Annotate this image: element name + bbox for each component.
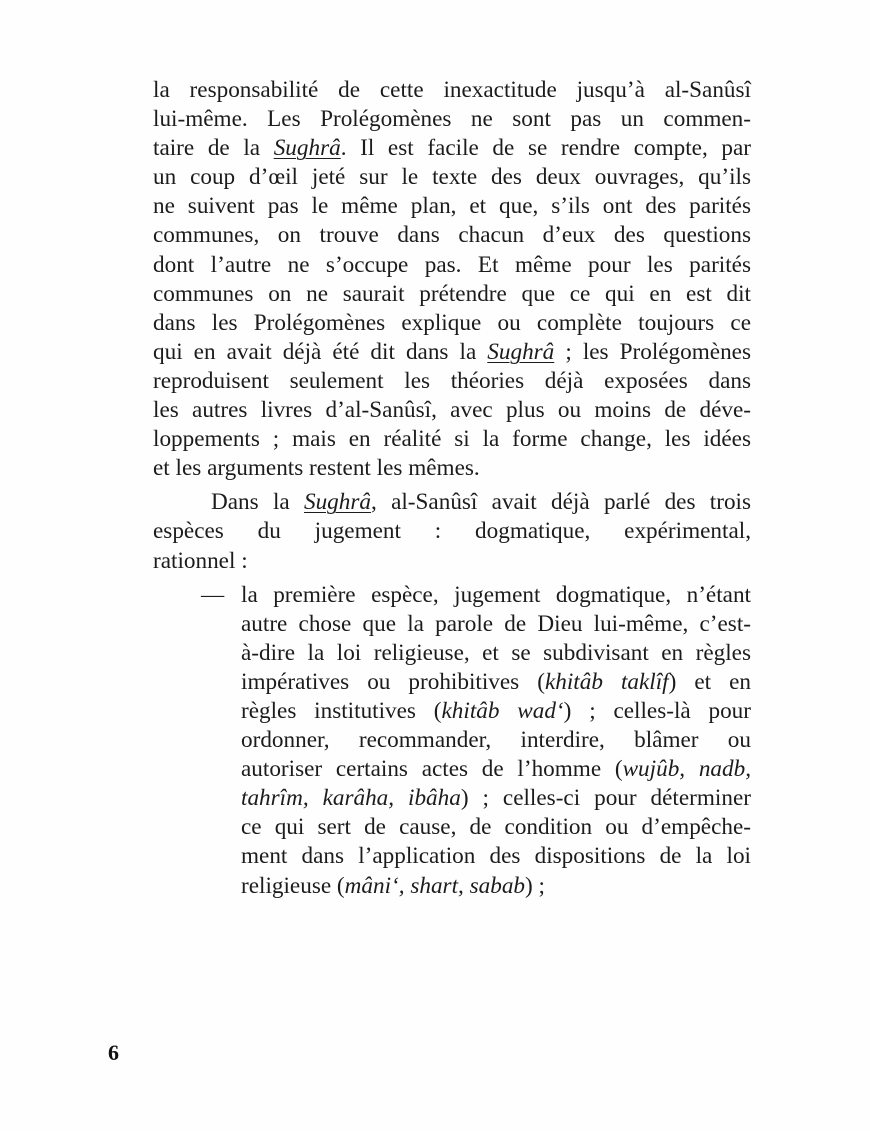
book-title-sughra: Sughrâ — [487, 338, 555, 365]
text-line: à-dire la loi religieuse, et se subdivisant en règles — [241, 639, 751, 666]
text-line: ordonner, recommander, interdire, blâmer ou — [241, 727, 751, 754]
arabic-term: wujûb, nadb, — [622, 756, 751, 783]
text-line: la responsabilité de cette inexactitude jusqu’à al-Sanûsî — [153, 77, 751, 103]
text-line — [201, 581, 751, 610]
text-line: communes on ne saurait prétendre que ce qui en est dit — [153, 280, 751, 307]
text-line: un coup d’œil jeté sur le texte des deux ouvrages, qu’ils — [153, 164, 751, 191]
text-line: rationnel : — [153, 547, 248, 574]
body-text — [153, 76, 751, 901]
text-line — [201, 697, 751, 726]
text-line: ne suivent pas le même plan, et que, s’ils ont des parités — [153, 193, 751, 220]
em-dash-bullet: — — [201, 581, 225, 608]
text-line: dont l’autre ne s’occupe pas. Et même pour les parités — [153, 251, 751, 278]
text-line: lui-même. Les Prolégomènes ne sont pas un commen- — [153, 106, 751, 133]
paragraph-2 — [153, 488, 751, 575]
text-fragment: ; — [554, 338, 583, 365]
text-fragment: autoriser certains actes de l’homme ( — [241, 756, 623, 783]
text-line: dans les Prolégomènes explique ou complète toujours ce — [153, 309, 751, 336]
page-number: 6 — [108, 1040, 119, 1065]
text-line: loppements ; mais en réalité si la forme change, les idées — [153, 426, 751, 453]
text-fragment: ) ; celles-là pour — [563, 697, 751, 724]
text-fragment: Il est facile de se rendre compte, par — [360, 135, 752, 162]
text-fragment: . — [340, 135, 347, 162]
book-title-sughra: Sughrâ — [303, 489, 371, 516]
text-fragment: impératives ou prohibitives ( — [241, 668, 545, 695]
text-fragment: règles institutives ( — [241, 697, 442, 724]
text-fragment: taire de la — [153, 135, 274, 162]
text-line: ment dans l’application des dispositions de la loi — [241, 843, 751, 870]
text-line: autre chose que la parole de Dieu lui-même, c’est- — [241, 610, 751, 637]
text-fragment: ) ; celles-ci pour déterminer — [460, 785, 751, 812]
text-line — [201, 784, 751, 813]
text-fragment: religieuse ( — [241, 872, 345, 899]
text-line — [201, 755, 751, 784]
text-line: ce qui sert de cause, de condition ou d’empêche- — [241, 814, 751, 841]
text-fragment: , al-Sanûsî avait déjà parlé des trois — [370, 489, 752, 516]
arabic-term: khitâb taklîf — [544, 668, 669, 695]
text-fragment: ) et en — [668, 668, 751, 695]
text-line: communes, on trouve dans chacun d’eux des questions — [153, 222, 751, 249]
text-line: et les arguments restent les mêmes. — [153, 455, 480, 482]
text-fragment: la première espèce, jugement dogmatique, n’étant — [241, 581, 751, 608]
arabic-term: mâni‘, shart, sabab — [344, 872, 526, 899]
arabic-term: tahrîm, karâha, ibâha — [241, 785, 461, 812]
text-line — [153, 488, 751, 517]
text-fragment: Dans la — [211, 489, 304, 516]
list-item-dogmatic-judgment — [201, 581, 751, 901]
text-line: espèces du jugement : dogmatique, expérimental, — [153, 518, 751, 545]
text-line — [201, 668, 751, 697]
book-title-sughra: Sughrâ — [273, 135, 341, 162]
paragraph-1 — [153, 76, 751, 483]
text-line: reproduisent seulement les théories déjà exposées dans — [153, 367, 751, 394]
text-line: les autres livres d’al-Sanûsî, avec plus ou moins de déve- — [153, 397, 751, 424]
text-fragment: qui en avait déjà été dit dans la — [153, 338, 488, 365]
text-line — [153, 134, 751, 163]
text-fragment: ) ; — [525, 872, 545, 899]
text-fragment: les Prolégomènes — [582, 338, 751, 365]
text-line — [201, 872, 751, 901]
text-line — [153, 338, 751, 367]
arabic-term: khitâb wad‘ — [441, 697, 564, 724]
